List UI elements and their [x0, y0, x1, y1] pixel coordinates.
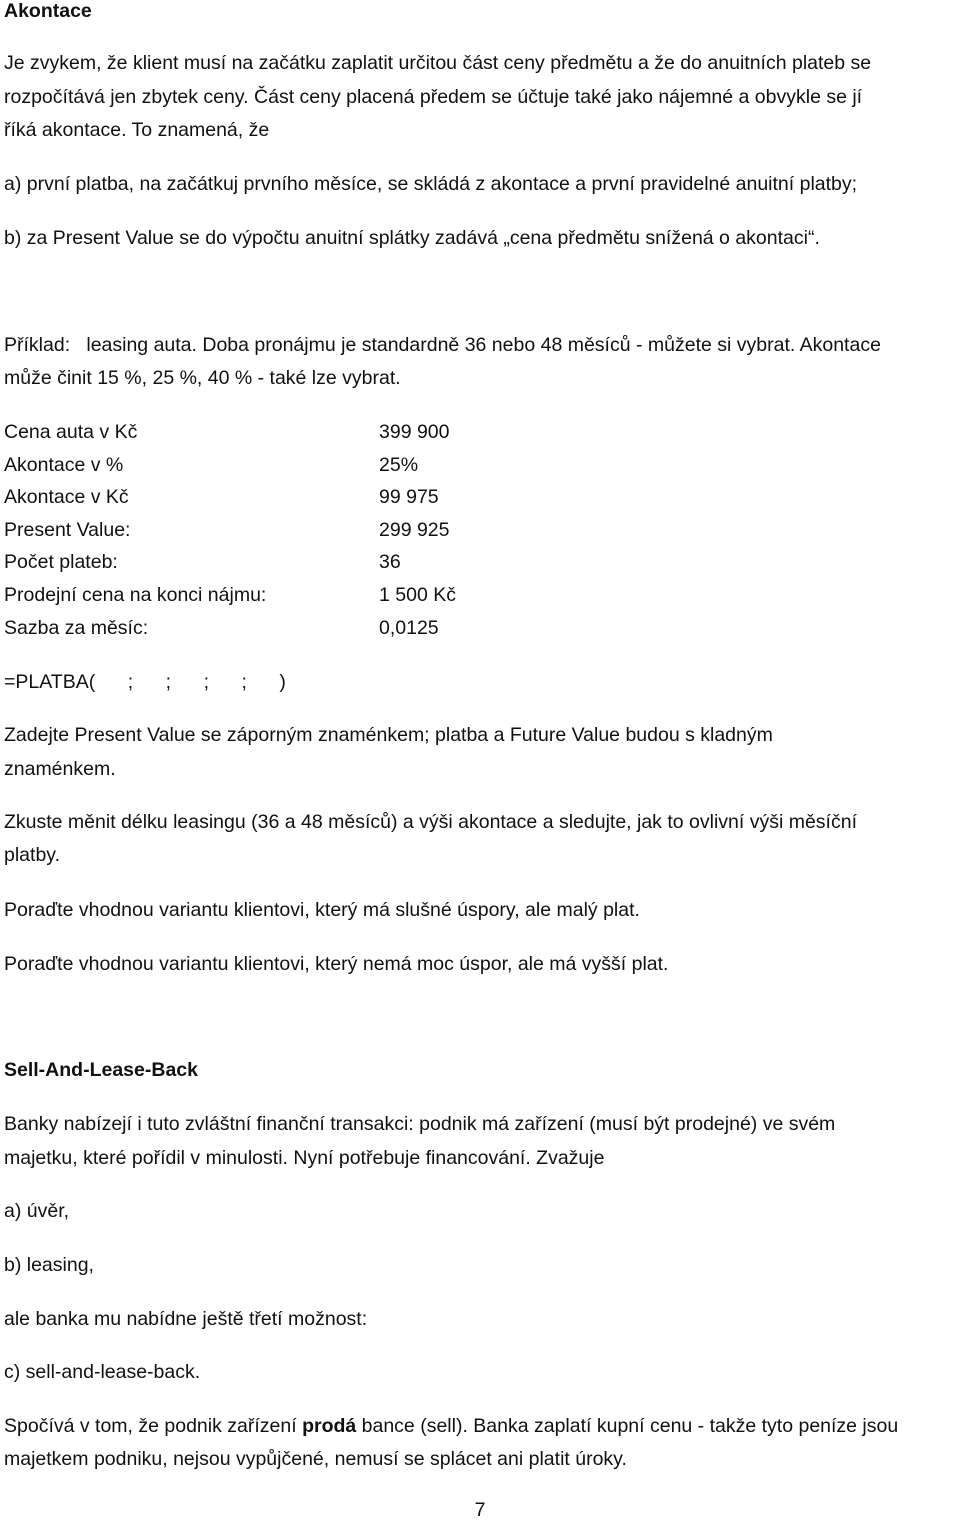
row-value: 0,0125: [379, 617, 439, 639]
table-row: [4, 549, 704, 575]
explain-text-post: bance (sell). Banka zaplatí kupní cenu - takže tyto peníze jsou: [356, 1415, 899, 1437]
row-value: 399 900: [379, 421, 450, 443]
intro-line-3: říká akontace. To znamená, že: [4, 119, 270, 141]
heading-sell-and-lease-back: Sell-And-Lease-Back: [4, 1059, 198, 1081]
slb-intro-line-2: majetku, které pořídil v minulosti. Nyní potřebuje financování. Zvažuje: [4, 1147, 605, 1169]
row-value: 25%: [379, 454, 419, 476]
table-row: [4, 484, 704, 510]
row-label: Sazba za měsíc:: [4, 617, 149, 639]
bank-offer: ale banka mu nabídne ještě třetí možnost:: [4, 1308, 368, 1330]
row-value: 99 975: [379, 486, 439, 508]
table-row: [4, 517, 704, 543]
intro-line-2: rozpočítává jen zbytek ceny. Část ceny placená předem se účtuje také jako nájemné a obvykle se jí: [4, 86, 863, 108]
row-label: Akontace v %: [4, 454, 124, 476]
table-row: [4, 452, 704, 478]
task3: Poraďte vhodnou variantu klientovi, který nemá moc úspor, ale má vyšší plat.: [4, 953, 669, 975]
heading-akontace: Akontace: [4, 0, 92, 22]
example-line-1: Příklad: leasing auta. Doba pronájmu je standardně 36 nebo 48 měsíců - můžete si vybrat. Akontace: [4, 334, 881, 356]
row-label: Prodejní cena na konci nájmu:: [4, 584, 267, 606]
row-label: Present Value:: [4, 519, 131, 541]
task2: Poraďte vhodnou variantu klientovi, který má slušné úspory, ale malý plat.: [4, 899, 640, 921]
intro-line-1: Je zvykem, že klient musí na začátku zaplatit určitou část ceny předmětu a že do anuitních plateb se: [4, 52, 872, 74]
page-number: 7: [474, 1499, 486, 1521]
explain-line-1: [4, 1413, 898, 1439]
row-label: Akontace v Kč: [4, 486, 129, 508]
row-label: Počet plateb:: [4, 551, 118, 573]
table-row: [4, 419, 704, 445]
example-line-2: může činit 15 %, 25 %, 40 % - také lze vybrat.: [4, 367, 401, 389]
row-value: 1 500 Kč: [379, 584, 456, 606]
option-c: c) sell-and-lease-back.: [4, 1361, 201, 1383]
task1-line-2: platby.: [4, 844, 61, 866]
table-row: [4, 582, 704, 608]
explain-text-pre: Spočívá v tom, že podnik zařízení: [4, 1415, 303, 1437]
formula: =PLATBA( ; ; ; ; ): [4, 671, 286, 693]
row-label: Cena auta v Kč: [4, 421, 138, 443]
note-line-2: znaménkem.: [4, 758, 116, 780]
explain-line-2: majetkem podniku, nejsou vypůjčené, nemusí se splácet ani platit úroky.: [4, 1448, 627, 1470]
option-b: b) leasing,: [4, 1254, 94, 1276]
point-a: a) první platba, na začátkuj prvního měsíce, se skládá z akontace a první pravidelné anuitní platby;: [4, 173, 858, 195]
explain-bold-word: prodá: [302, 1415, 357, 1437]
slb-intro-line-1: Banky nabízejí i tuto zvláštní finanční transakci: podnik má zařízení (musí být prodejné) ve svém: [4, 1113, 836, 1135]
table-row: [4, 615, 704, 641]
point-b: b) za Present Value se do výpočtu anuitní splátky zadává „cena předmětu snížená o akontaci“.: [4, 227, 820, 249]
row-value: 36: [379, 551, 401, 573]
note-line-1: Zadejte Present Value se záporným znaménkem; platba a Future Value budou s kladným: [4, 724, 773, 746]
row-value: 299 925: [379, 519, 450, 541]
option-a: a) úvěr,: [4, 1200, 70, 1222]
task1-line-1: Zkuste měnit délku leasingu (36 a 48 měsíců) a výši akontace a sledujte, jak to ovlivní výši měsíční: [4, 811, 857, 833]
